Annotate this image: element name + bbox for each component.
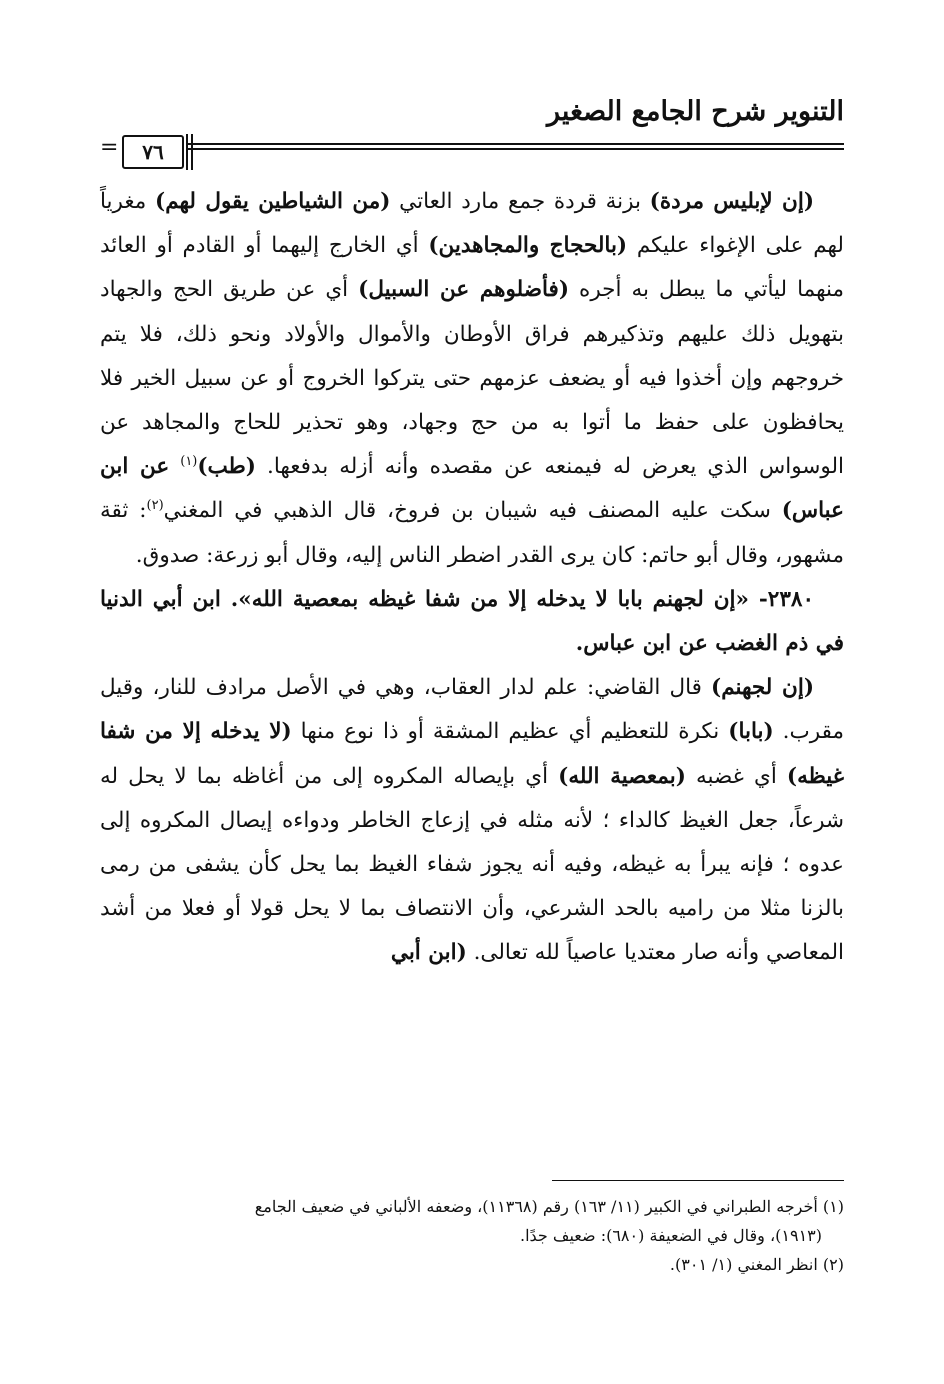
bold-segment: (إن لجهنم) xyxy=(711,675,814,701)
footnote-separator xyxy=(552,1180,844,1181)
edge-mark: = xyxy=(100,135,119,160)
text-segment: أي غضبه xyxy=(685,763,787,789)
text-segment: أي الخارج إليهما أو القادم أو العائد منهما ليأتي ما يبطل به أجره xyxy=(100,233,844,303)
footnote-1: (١) أخرجه الطبراني في الكبير (١١/ ١٦٣) رقم (١١٣٦٨)، وضعفه الألباني في ضعيف الجامع xyxy=(254,1197,844,1216)
bold-segment: عن ابن عباس) xyxy=(100,454,844,524)
text-segment: أي عن طريق الحج والجهاد بتهويل ذلك عليهم وتذكيرهم فراق الأوطان والأموال والأولاد ونحو ذلك، فلا يتم خروجهم وإن أخذوا فيه أو يضعف عزمهم حتى يتركوا الخروج أو عن سبيل الخير فلا يحافظون على حفظ ما أتوا به من حج وجهاد، وهو تحذير للحاج والمجاهد عن الوسواس الذي يعرض له فيمنعه عن مقصده وأنه أزله بدفعها. xyxy=(100,277,844,480)
text-segment: قال القاضي: علم لدار العقاب، وهي في الأصل مرادف للنار، وقيل مقرب. xyxy=(100,675,844,745)
footnote-marker[interactable]: (٢) xyxy=(146,498,164,514)
running-title: التنوير شرح الجامع الصغير xyxy=(547,96,844,127)
header-rule-line-bottom xyxy=(188,148,844,150)
bold-segment: (بالحجاج والمجاهدين) xyxy=(428,233,628,259)
text-segment: سكت عليه المصنف فيه شيبان بن فروخ، قال الذهبي في المغني xyxy=(163,498,782,524)
page-number: ٧٦ xyxy=(122,135,184,169)
header-rule xyxy=(100,135,844,175)
text-segment xyxy=(169,454,180,479)
hadith-2380 xyxy=(100,578,844,666)
header-rule-line-top xyxy=(188,143,844,145)
bold-segment: ٢٣٨٠- «إن لجهنم بابا لا يدخله إلا من شفا غيظه بمعصية الله». ابن أبي الدنيا في ذم الغضب عن ابن عباس. xyxy=(100,586,844,657)
footnote-1-continued: (١٩١٣)، وقال في الضعيفة (٦٨٠): ضعيف جدًا. xyxy=(520,1226,822,1245)
paragraph-commentary-2380 xyxy=(100,666,844,975)
bold-segment: (طب) xyxy=(197,454,256,480)
bold-segment: (من الشياطين يقول لهم) xyxy=(155,189,391,214)
bold-segment: (لا يدخله إلا من شفا غيظه) xyxy=(100,719,844,789)
main-text xyxy=(100,180,844,976)
text-segment: بزنة قردة جمع مارد العاتي xyxy=(390,189,650,214)
footnote-2: (٢) انظر المغني (١/ ٣٠١). xyxy=(669,1255,844,1274)
bold-segment: (بابا) xyxy=(728,719,774,745)
footnotes xyxy=(100,1192,844,1279)
footnote-marker[interactable]: (١) xyxy=(180,454,198,470)
text-segment: أي بإيصاله المكروه إلى من أغاظه بما لا يحل له شرعاً، جعل الغيظ كالداء ؛ لأنه مثله في إزعاج الخاطر ودواءه إيصال المكروه إلى عدوه ؛ فإنه يبرأ به غيظه، وفيه أنه يجوز شفاء الغيظ بما يحل كأن يشفى من رمى بالزنا مثلا من راميه بالحد الشرعي، وأن الانتصاف بما لا يحل قولا أو فعلا من أشد المعاصي وأنه صار معتديا عاصياً لله تعالى. xyxy=(100,763,844,966)
bold-segment: (بمعصية الله) xyxy=(558,763,686,789)
bold-segment: (فأضلوهم عن السبيل) xyxy=(358,277,570,303)
paragraph-commentary-2379 xyxy=(100,180,844,578)
bold-segment: (إن لإبليس مردة) xyxy=(649,189,814,214)
text-segment: : ثقة مشهور، وقال أبو حاتم: كان يرى القدر اضطر الناس إليه، وقال أبو زرعة: صدوق. xyxy=(100,498,844,568)
bold-segment: (ابن أبي xyxy=(390,940,467,966)
text-segment: مغرياً لهم على الإغواء عليكم xyxy=(100,189,844,259)
text-segment: نكرة للتعظيم أي عظيم المشقة أو ذا نوع منها xyxy=(291,719,729,745)
